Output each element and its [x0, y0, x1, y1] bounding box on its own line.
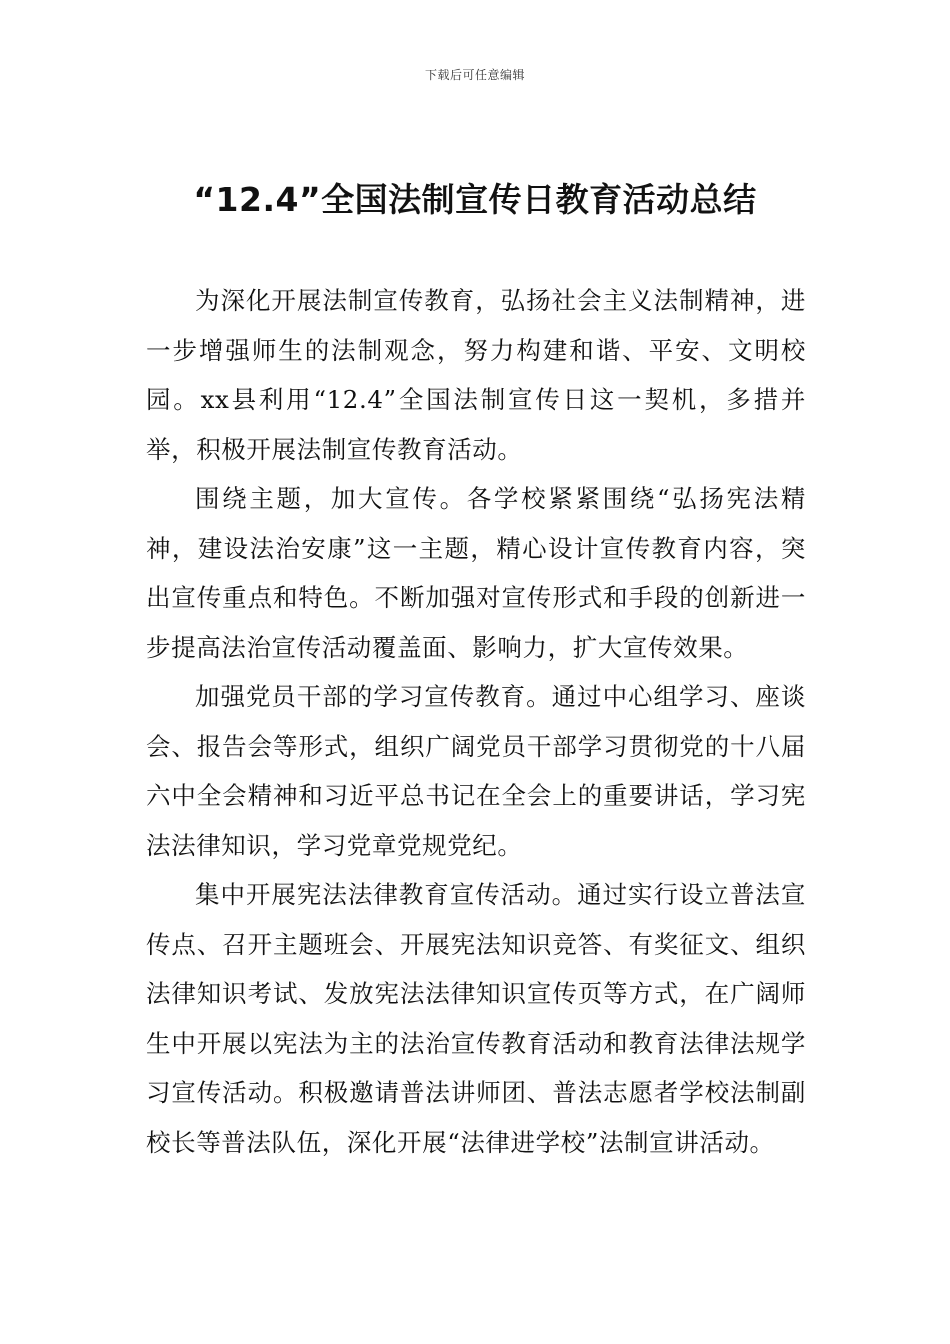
- paragraph: 为深化开展法制宣传教育，弘扬社会主义法制精神，进一步增强师生的法制观念，努力构建和谐、平安、文明校园。xx县利用“12.4”全国法制宣传日这一契机，多措并举，积极开展法制宣传教育活动。: [146, 286, 806, 464]
- paragraph: 加强党员干部的学习宣传教育。通过中心组学习、座谈会、报告会等形式，组织广阔党员干部学习贯彻党的十八届六中全会精神和习近平总书记在全会上的重要讲话，学习宪法法律知识，学习党章党规党纪。: [146, 682, 806, 860]
- paragraph: 集中开展宪法法律教育宣传活动。通过实行设立普法宣传点、召开主题班会、开展宪法知识竞答、有奖征文、组织法律知识考试、发放宪法法律知识宣传页等方式，在广阔师生中开展以宪法为主的法治宣传教育活动和教育法律法规学习宣传活动。积极邀请普法讲师团、普法志愿者学校法制副校长等普法队伍，深化开展“法律进学校”法制宣讲活动。: [146, 880, 806, 1157]
- header-note: 下载后可任意编辑: [424, 68, 525, 82]
- document-title: “12.4”全国法制宣传日教育活动总结: [193, 180, 757, 219]
- paragraph: 围绕主题，加大宣传。各学校紧紧围绕“弘扬宪法精神，建设法治安康”这一主题，精心设计宣传教育内容，突出宣传重点和特色。不断加强对宣传形式和手段的创新进一步提高法治宣传活动覆盖面、影响力，扩大宣传效果。: [146, 484, 806, 662]
- document-body: [146, 276, 806, 1167]
